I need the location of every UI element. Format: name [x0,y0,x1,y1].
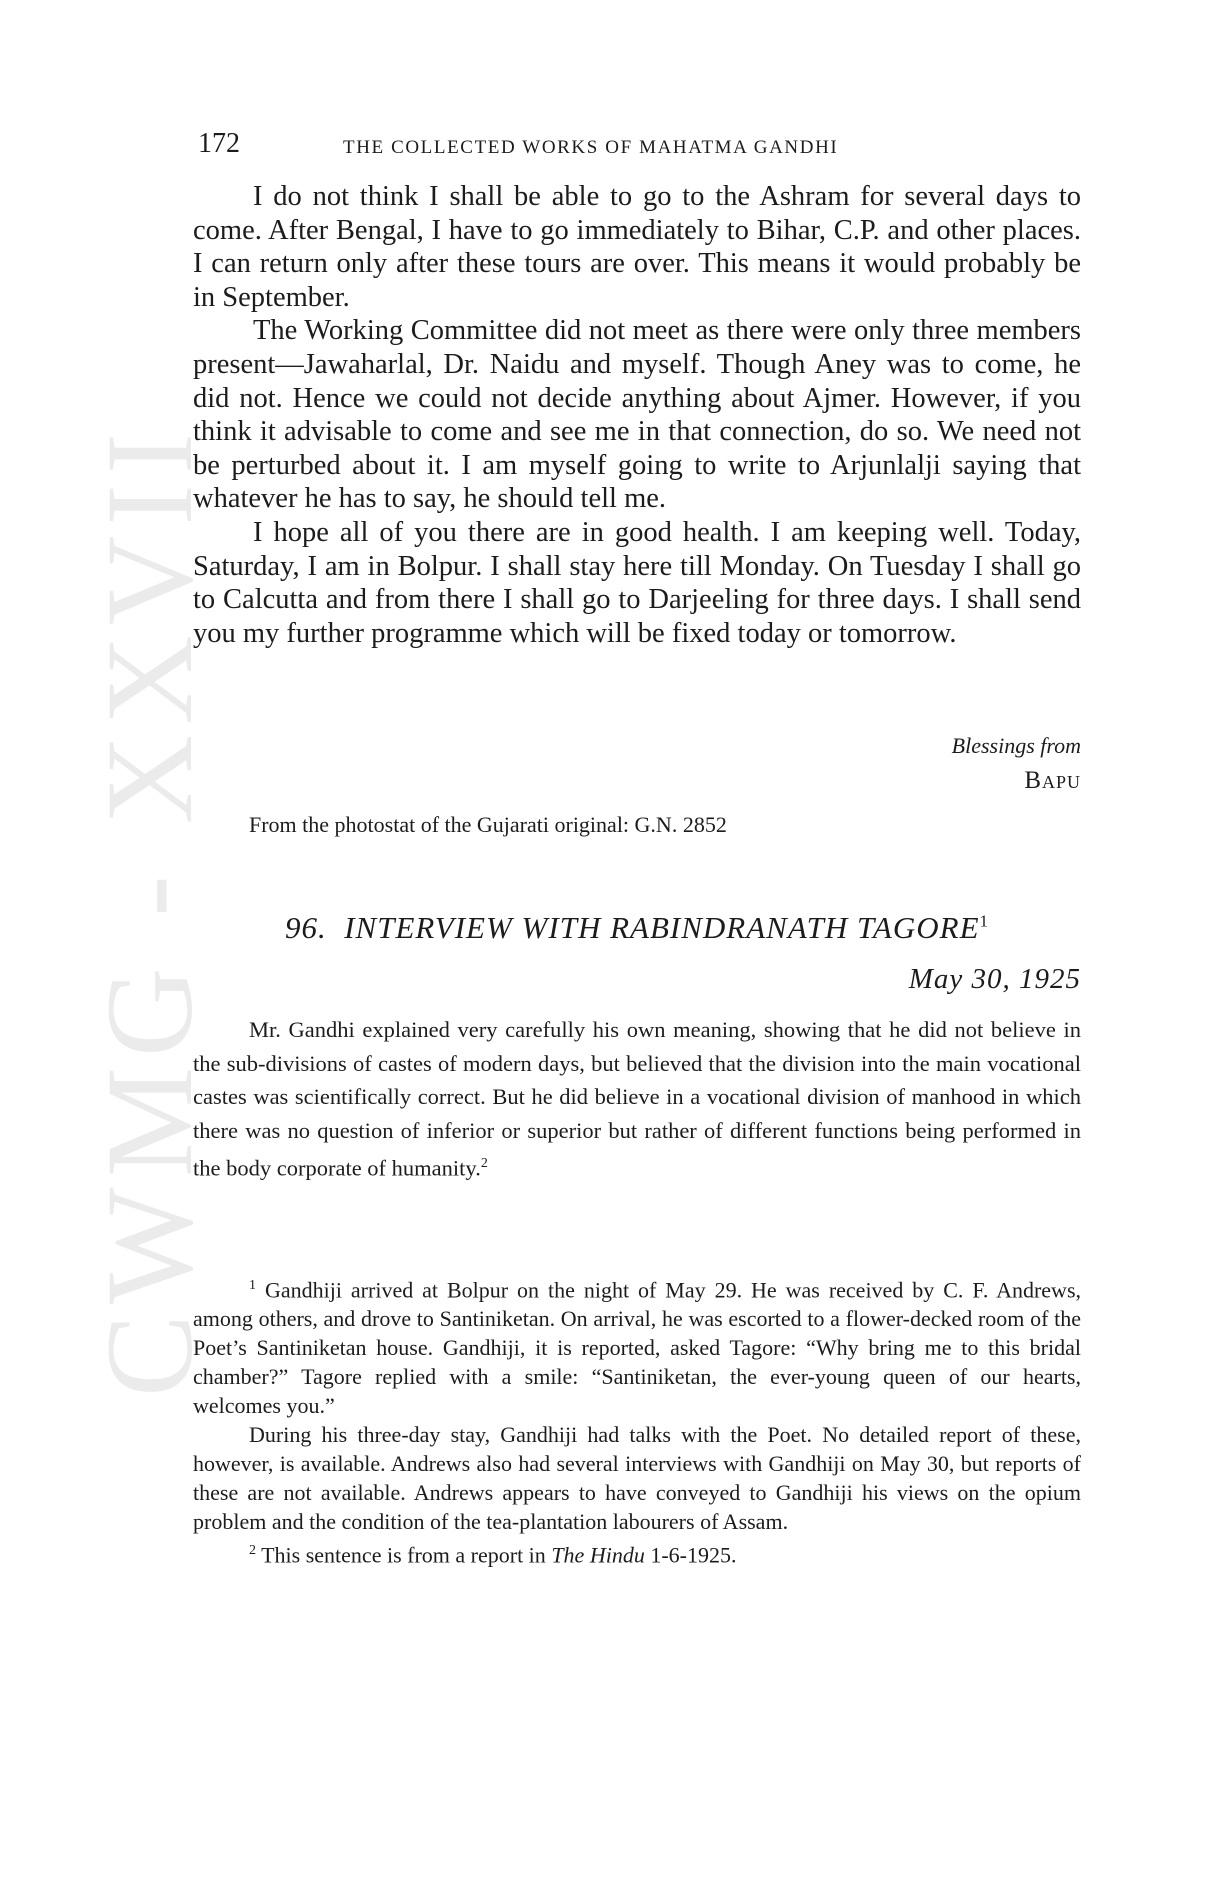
document-title: INTERVIEW WITH RABINDRANATH TAGORE [344,910,980,945]
footnote-ref-1: 1 [979,911,990,931]
interview-body [193,1013,1081,1185]
book-title: THE COLLECTED WORKS OF MAHATMA GANDHI [343,137,839,158]
letter-paragraph: The Working Committee did not meet as there were only three members present—Jawaharlal, Dr. Naidu and myself. Though Aney was to come, he did not. Hence we could not decide anything about Ajmer. However, if you think it advisable to come and see me in that connection, do so. We need not be perturbed about it. I am myself going to write to Arjunlalji saying that whatever he has to say, he should tell me. [193,315,1081,515]
footnote-1-mark: 1 [249,1278,256,1293]
footnote-2-mark: 2 [249,1543,256,1559]
footnotes [193,1271,1081,1570]
footnote-1-continued: During his three-day stay, Gandhiji had talks with the Poet. No detailed report of these, however, is available. Andrews also had several interviews with Gandhiji on May 30, but reports of these are not available. Andrews appears to have conveyed to Gandhiji his views on the opium problem and the condition of the tea-plantation labourers of Assam. [193,1422,1081,1535]
footnote-2-source: The Hindu [551,1542,645,1568]
footnote-1-text: Gandhiji arrived at Bolpur on the night of May 29. He was received by C. F. Andrews, among others, and drove to Santiniketan. On arrival, he was escorted to a flower-decked room of the Poet’s Santiniketan house. Gandhiji, it is reported, asked Tagore: “Why bring me to this bridal chamber?” Tagore replied with a smile: “Santiniketan, the ever-young queen of our hearts, welcomes you.” [193,1277,1081,1419]
letter-closing [952,733,1081,795]
document-date: May 30, 1925 [908,963,1081,995]
watermark [81,350,218,1470]
page-number: 172 [198,128,240,159]
watermark-text: CWMG - XXVII [81,422,218,1398]
closing-blessings: Blessings from [951,733,1081,758]
interview-text: Mr. Gandhi explained very carefully his own meaning, showing that he did not believe in the sub-divisions of castes of modern days, but believed that the division into the main vocational castes was scientifically correct. But he did believe in a vocational division of manhood in which there was no question of inferior or superior but rather of different functions being performed in the body corporate of humanity. [193,1017,1081,1181]
interview-paragraph [193,1013,1081,1185]
footnote-2 [193,1536,1081,1569]
document-heading [193,910,1081,946]
source-note: From the photostat of the Gujarati original: G.N. 2852 [249,812,727,837]
footnote-ref-2: 2 [480,1156,488,1171]
footnote-2-text: This sentence is from a report in [261,1542,546,1568]
signature: Bapu [1024,767,1081,794]
running-head [193,128,1081,168]
letter-paragraph: I do not think I shall be able to go to the Ashram for several days to come. After Bengal, I have to go immediately to Bihar, C.P. and other places. I can return only after these tours are over. This means it would probably be in September. [193,181,1081,313]
letter-paragraph: I hope all of you there are in good health. I am keeping well. Today, Saturday, I am in Bolpur. I shall stay here till Monday. On Tuesday I shall go to Calcutta and from there I shall go to Darjeeling for three days. I shall send you my further programme which will be fixed today or tomorrow. [193,516,1081,649]
letter-body [193,180,1081,650]
footnote-2-date: 1-6-1925. [650,1542,737,1568]
document-number: 96. [284,910,327,945]
footnote-1 [193,1271,1081,1420]
